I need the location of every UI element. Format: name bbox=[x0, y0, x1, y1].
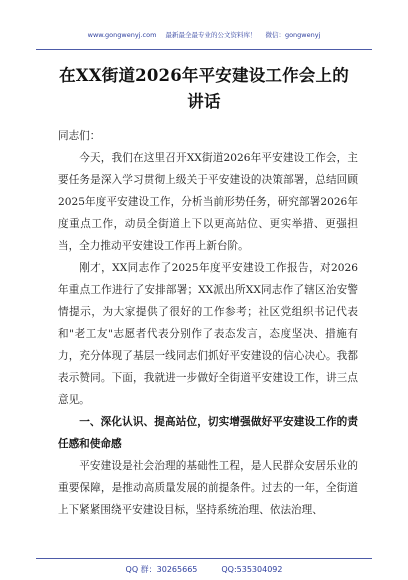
document-title bbox=[40, 63, 368, 115]
title-line-1: 在XX街道2026年平安建设工作会上的 bbox=[59, 66, 349, 85]
qq-number: QQ:535304092 bbox=[221, 565, 283, 574]
paragraph-review: 刚才，XX同志作了2025年度平安建设工作报告，对2026年重点工作进行了安排部署；XX派出所XX同志作了辖区治安警情提示，为大家提供了很好的工作参考；社区党组织书记代表和"老工友"志愿者代表分别作了表态发言，态度坚决、措施有力，充分体现了基层一线同志们抓好平安建设的信心决心。我都表示赞同。下面，我就进一步做好全街道平安建设工作，讲三点意见。 bbox=[58, 262, 358, 406]
header-divider bbox=[36, 49, 372, 50]
paragraph-opening: 今天，我们在这里召开XX街道2026年平安建设工作会，主要任务是深入学习贯彻上级关于平安建设的决策部署，总结回顾2025年度平安建设工作，分析当前形势任务，研究部署2026年度重点工作，动员全街道上下以更高站位、更实举措、更强担当，全力推动平安建设工作再上新台阶。 bbox=[58, 152, 358, 252]
site-footer bbox=[0, 562, 408, 578]
site-url[interactable]: www.gongwenyj.com bbox=[87, 31, 157, 39]
document-body bbox=[58, 125, 358, 521]
section-1-paragraph: 平安建设是社会治理的基础性工程，是人民群众安居乐业的重要保障，是推动高质量发展的前提条件。过去的一年，全街道上下紧紧围绕平安建设目标，坚持系统治理、依法治理、 bbox=[58, 460, 358, 516]
salutation: 同志们： bbox=[58, 130, 101, 142]
site-slogan: 最新最全最专业的公文资料库！ bbox=[165, 31, 257, 39]
wechat-id: 微信：gongwenyj bbox=[265, 31, 321, 39]
site-header bbox=[0, 0, 408, 40]
qq-group: QQ 群：30265665 bbox=[125, 565, 198, 574]
section-heading-1: 一、深化认识、提高站位，切实增强做好平安建设工作的责任感和使命感 bbox=[58, 416, 358, 450]
title-line-2: 讲话 bbox=[187, 92, 221, 111]
footer-divider bbox=[36, 558, 372, 559]
